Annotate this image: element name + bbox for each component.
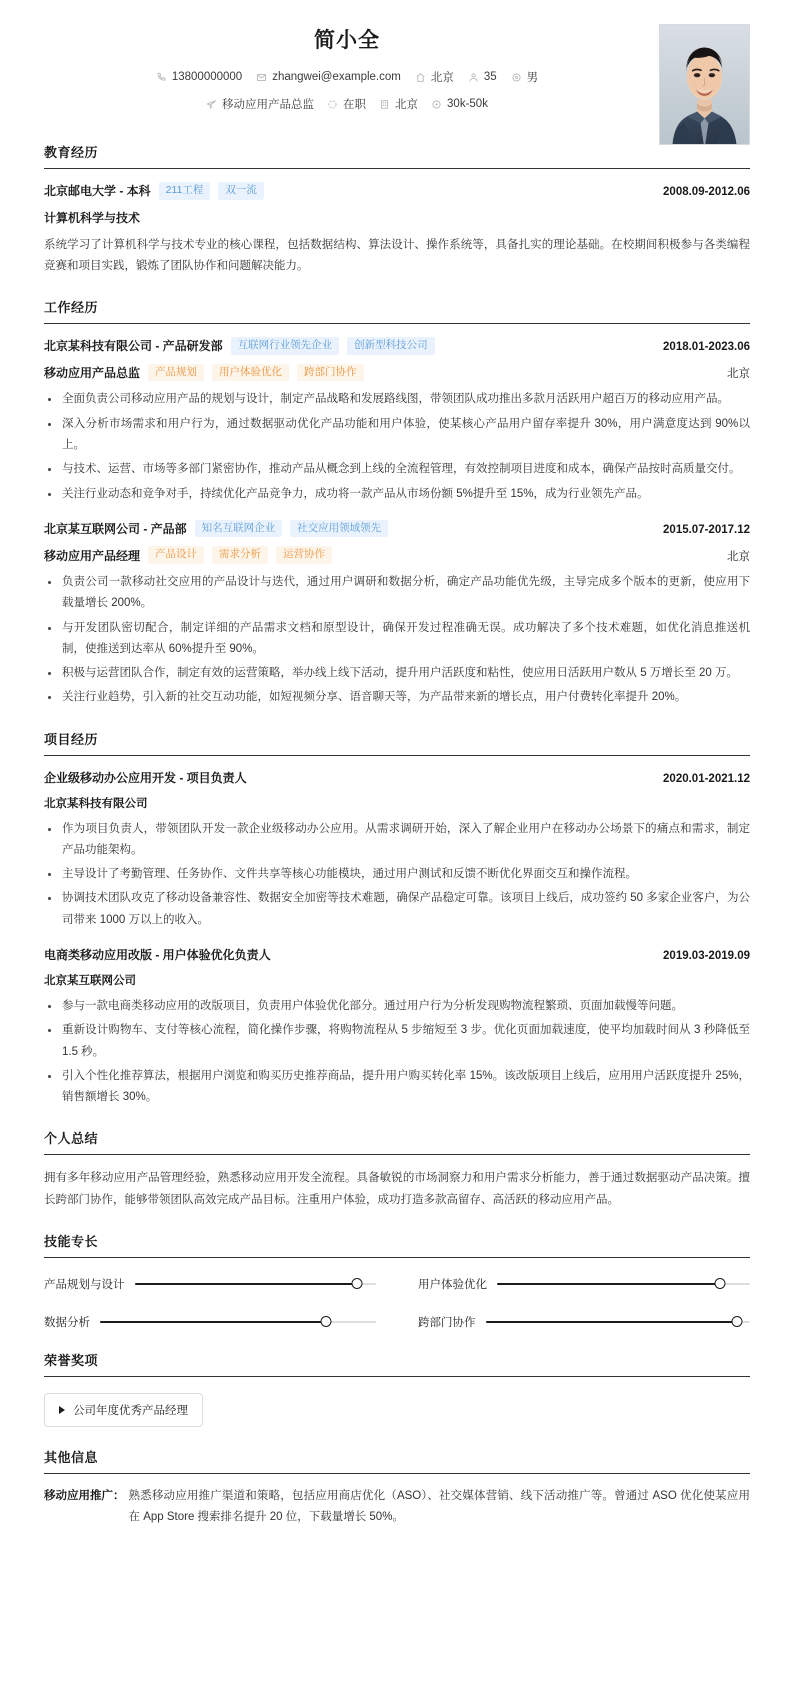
work-bullet: 深入分析市场需求和用户行为，通过数据驱动优化产品功能和用户体验，使某核心产品用户留存率提升 30%，用户满意度达到 90%以上。 — [44, 414, 750, 457]
project-bullet: 引入个性化推荐算法，根据用户浏览和购买历史推荐商品，提升用户购买转化率 15%。该改版项目上线后，应用用户活跃度提升 25%，销售额增长 30%。 — [44, 1066, 750, 1109]
work-company-tag: 创新型科技公司 — [347, 337, 435, 355]
education-school: 北京邮电大学 - 本科 — [44, 184, 151, 199]
work-company-tag: 知名互联网企业 — [195, 520, 283, 538]
project-bullet: 作为项目负责人，带领团队开发一款企业级移动办公应用。从需求调研开始，深入了解企业用户在移动办公场景下的痛点和需求，制定产品功能架构。 — [44, 819, 750, 862]
education-entry — [44, 182, 750, 277]
section-projects — [44, 729, 750, 1109]
work-company-tag: 社交应用领域领先 — [290, 520, 388, 538]
project-name: 电商类移动应用改版 - 用户体验优化负责人 — [44, 947, 271, 962]
contact-gender — [511, 69, 539, 85]
status-icon — [327, 99, 338, 110]
contact-status — [327, 96, 366, 112]
skill-item — [44, 1276, 376, 1292]
skill-label: 产品规划与设计 — [44, 1278, 125, 1291]
project-company: 北京某互联网公司 — [44, 974, 136, 987]
section-skills — [44, 1231, 750, 1330]
contact-position — [206, 96, 314, 112]
contact-row-secondary — [44, 96, 750, 112]
project-company: 北京某科技有限公司 — [44, 797, 148, 810]
contact-email-text: zhangwei@example.com — [272, 71, 401, 83]
contact-workcity — [379, 96, 418, 112]
slider-knob[interactable] — [351, 1278, 362, 1289]
work-location: 北京 — [727, 550, 750, 563]
project-bullet: 协调技术团队攻克了移动设备兼容性、数据安全加密等技术难题，确保产品稳定可靠。该项目上线后，成功签约 50 多家企业客户，为公司带来 1000 万以上的收入。 — [44, 888, 750, 931]
salary-icon — [431, 99, 442, 110]
slider-knob[interactable] — [714, 1278, 725, 1289]
contact-city — [415, 69, 454, 85]
resume-header — [44, 24, 750, 122]
contact-phone-text: 13800000000 — [171, 71, 243, 83]
other-info-item — [44, 1474, 750, 1529]
contact-row-primary — [44, 69, 750, 85]
work-company-tag: 互联网行业领先企业 — [231, 337, 340, 355]
contact-age — [468, 71, 497, 83]
contact-email — [256, 71, 401, 83]
work-headline — [44, 337, 750, 355]
work-role-tag: 需求分析 — [212, 546, 268, 564]
section-title-summary: 个人总结 — [44, 1128, 750, 1155]
project-bullet: 重新设计购物车、支付等核心流程，简化操作步骤，将购物流程从 5 步缩短至 3 步。优化页面加载速度，使平均加载时间从 3 秒降低至 1.5 秒。 — [44, 1020, 750, 1063]
work-entry — [44, 337, 750, 505]
work-date: 2018.01-2023.06 — [663, 341, 750, 354]
work-role-tag: 跨部门协作 — [297, 364, 364, 382]
section-education — [44, 142, 750, 277]
skill-item — [44, 1314, 376, 1330]
section-summary — [44, 1128, 750, 1211]
contact-age-text: 35 — [483, 71, 497, 83]
education-major: 计算机科学与技术 — [44, 210, 141, 225]
slider-knob[interactable] — [731, 1316, 742, 1327]
work-bullets — [44, 389, 750, 504]
skill-slider[interactable] — [486, 1316, 751, 1328]
contact-city-text: 北京 — [430, 72, 454, 84]
work-headline-left — [44, 337, 435, 355]
work-role-tag: 产品设计 — [148, 546, 204, 564]
awards-list — [44, 1377, 750, 1427]
contact-workcity-text: 北京 — [395, 99, 419, 111]
section-title-education: 教育经历 — [44, 142, 750, 169]
contact-phone — [156, 71, 242, 83]
project-date: 2019.03-2019.09 — [663, 949, 750, 962]
work-entry — [44, 520, 750, 709]
section-work — [44, 297, 750, 708]
work-company: 北京某互联网公司 - 产品部 — [44, 522, 187, 537]
slider-knob[interactable] — [321, 1316, 332, 1327]
project-headline — [44, 946, 750, 963]
slider-fill — [135, 1283, 357, 1285]
award-label: 公司年度优秀产品经理 — [73, 1404, 188, 1417]
avatar — [659, 24, 750, 145]
project-name: 企业级移动办公应用开发 - 项目负责人 — [44, 770, 247, 785]
gender-icon — [511, 72, 522, 83]
section-other — [44, 1447, 750, 1529]
award-chip[interactable] — [44, 1393, 203, 1427]
skill-label: 用户体验优化 — [418, 1278, 487, 1291]
skill-label: 跨部门协作 — [418, 1316, 476, 1329]
work-headline-left — [44, 520, 388, 538]
section-body-education — [44, 169, 750, 277]
home-icon — [415, 72, 426, 83]
education-headline — [44, 182, 750, 200]
skill-item — [418, 1314, 750, 1330]
section-body-work — [44, 324, 750, 708]
contact-salary — [431, 98, 488, 110]
work-location: 北京 — [727, 368, 750, 381]
skill-label: 数据分析 — [44, 1316, 90, 1329]
project-bullets — [44, 819, 750, 931]
education-tag: 211工程 — [159, 182, 211, 200]
work-role-tag: 运营协作 — [276, 546, 332, 564]
work-bullet: 关注行业动态和竞争对手，持续优化产品竞争力，成功将一款产品从市场份额 5%提升至 15%，成为行业领先产品。 — [44, 484, 750, 505]
work-role-line — [44, 364, 750, 382]
project-headline — [44, 769, 750, 786]
section-title-awards: 荣誉奖项 — [44, 1350, 750, 1377]
project-entry — [44, 946, 750, 1108]
skill-slider[interactable] — [497, 1278, 750, 1290]
other-info-key: 移动应用推广： — [44, 1489, 125, 1502]
skills-grid — [44, 1258, 750, 1330]
contact-status-text: 在职 — [343, 99, 367, 111]
section-title-other: 其他信息 — [44, 1447, 750, 1474]
work-bullet: 积极与运营团队合作，制定有效的运营策略，举办线上线下活动，提升用户活跃度和粘性，使应用日活跃用户数从 5 万增长至 20 万。 — [44, 663, 750, 684]
work-role-tag: 产品规划 — [148, 364, 204, 382]
project-entry — [44, 769, 750, 931]
skill-item — [418, 1276, 750, 1292]
work-company: 北京某科技有限公司 - 产品研发部 — [44, 339, 223, 354]
work-bullet: 关注行业趋势，引入新的社交互动功能，如短视频分享、语音聊天等，为产品带来新的增长点，用户付费转化率提升 20%。 — [44, 687, 750, 708]
slider-fill — [486, 1321, 737, 1323]
building-icon — [379, 99, 390, 110]
page-title: 简小全 — [314, 29, 380, 52]
work-bullet: 与技术、运营、市场等多部门紧密协作，推动产品从概念到上线的全流程管理，有效控制项目进度和成本，确保产品按时高质量交付。 — [44, 459, 750, 480]
slider-fill — [100, 1321, 326, 1323]
work-date: 2015.07-2017.12 — [663, 524, 750, 537]
section-title-projects: 项目经历 — [44, 729, 750, 756]
work-role: 移动应用产品总监 — [44, 366, 141, 381]
section-title-work: 工作经历 — [44, 297, 750, 324]
work-bullet: 全面负责公司移动应用产品的规划与设计，制定产品战略和发展路线图，带领团队成功推出多款月活跃用户超百万的移动应用产品。 — [44, 389, 750, 410]
section-awards — [44, 1350, 750, 1427]
section-body-summary — [44, 1155, 750, 1211]
summary-text: 拥有多年移动应用产品管理经验，熟悉移动应用开发全流程。具备敏锐的市场洞察力和用户需求分析能力，善于通过数据驱动产品决策。擅长跨部门协作，能够带领团队高效完成产品目标。注重用户体验，成功打造多款高留存、高活跃的移动应用产品。 — [44, 1172, 750, 1206]
work-bullet: 与开发团队密切配合，制定详细的产品需求文档和原型设计，确保开发过程准确无误。成功解决了多个技术难题，如优化消息推送机制，使推送到达率从 60%提升至 90%。 — [44, 618, 750, 661]
education-tag: 双一流 — [218, 182, 264, 200]
email-icon — [256, 72, 267, 83]
paper-plane-icon — [206, 99, 217, 110]
work-role-left — [44, 364, 364, 382]
education-date: 2008.09-2012.06 — [663, 186, 750, 199]
education-description: 系统学习了计算机科学与技术专业的核心课程，包括数据结构、算法设计、操作系统等，具备扎实的理论基础。在校期间积极参与各类编程竞赛和项目实践，锻炼了团队协作和问题解决能力。 — [44, 238, 750, 272]
work-role: 移动应用产品经理 — [44, 548, 141, 563]
contact-position-text: 移动应用产品总监 — [222, 99, 315, 111]
project-date: 2020.01-2021.12 — [663, 772, 750, 785]
skill-slider[interactable] — [100, 1316, 376, 1328]
other-info-value: 熟悉移动应用推广渠道和策略，包括应用商店优化（ASO）、社交媒体营销、线下活动推广等。曾通过 ASO 优化使某应用在 App Store 搜索排名提升 20 位，下载量增长 50%。 — [128, 1489, 750, 1524]
project-bullets — [44, 996, 750, 1108]
play-triangle-icon — [59, 1406, 65, 1414]
work-headline — [44, 520, 750, 538]
contact-salary-text: 30k-50k — [447, 98, 488, 110]
work-bullets — [44, 572, 750, 709]
project-bullet: 参与一款电商类移动应用的改版项目，负责用户体验优化部分。通过用户行为分析发现购物流程繁琐、页面加载慢等问题。 — [44, 996, 750, 1017]
phone-icon — [156, 72, 167, 83]
skill-slider[interactable] — [135, 1278, 377, 1290]
person-icon — [468, 72, 479, 83]
section-body-projects — [44, 756, 750, 1109]
education-headline-left — [44, 182, 264, 200]
work-bullet: 负责公司一款移动社交应用的产品设计与迭代，通过用户调研和数据分析，确定产品功能优先级，主导完成多个版本的更新，使应用下载量增长 200%。 — [44, 572, 750, 615]
section-title-skills: 技能专长 — [44, 1231, 750, 1258]
work-role-line — [44, 546, 750, 564]
work-role-tag: 用户体验优化 — [212, 364, 289, 382]
work-role-left — [44, 546, 332, 564]
contact-gender-text: 男 — [526, 72, 539, 84]
slider-fill — [497, 1283, 720, 1285]
project-bullet: 主导设计了考勤管理、任务协作、文件共享等核心功能模块，通过用户测试和反馈不断优化界面交互和操作流程。 — [44, 864, 750, 885]
